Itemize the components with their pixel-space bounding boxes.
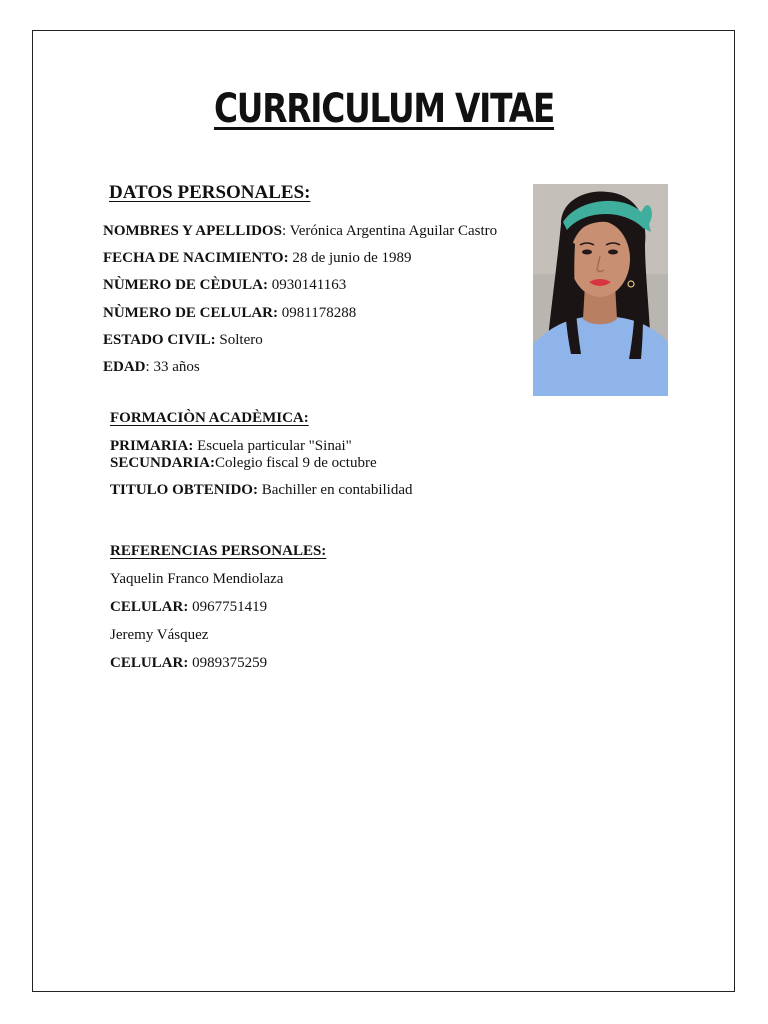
page-border xyxy=(32,30,735,992)
reference-1-phone-row xyxy=(110,599,267,616)
degree-value: Bachiller en contabilidad xyxy=(257,482,413,498)
reference-1-phone-value: 0967751419 xyxy=(188,599,268,615)
degree-label: TITULO OBTENIDO: xyxy=(110,482,258,498)
civil-status-value: Soltero xyxy=(215,332,263,348)
phone-number-row xyxy=(103,305,356,322)
primary-school-row xyxy=(110,438,352,455)
full-name-label: NOMBRES Y APELLIDOS xyxy=(103,223,282,239)
age-label: EDAD xyxy=(103,359,146,375)
civil-status-label: ESTADO CIVIL: xyxy=(103,332,216,348)
id-number-row xyxy=(103,277,346,294)
age-sep: : xyxy=(145,359,150,375)
reference-2-phone-label: CELULAR: xyxy=(110,655,189,671)
secondary-school-value: Colegio fiscal 9 de octubre xyxy=(215,455,377,471)
id-number-value: 0930141163 xyxy=(268,277,347,293)
reference-1-name: Yaquelin Franco Mendiolaza xyxy=(110,571,284,587)
phone-number-label: NÙMERO DE CELULAR: xyxy=(103,305,279,321)
age-value: 33 años xyxy=(149,359,200,375)
secondary-school-label: SECUNDARIA: xyxy=(110,455,216,471)
references-heading: REFERENCIAS PERSONALES: xyxy=(110,543,327,559)
phone-number-value: 0981178288 xyxy=(278,305,357,321)
secondary-school-row xyxy=(110,455,377,472)
reference-1-phone-label: CELULAR: xyxy=(110,599,189,615)
full-name-sep: : xyxy=(281,223,287,239)
profile-photo-illustration xyxy=(533,184,668,396)
primary-school-label: PRIMARIA: xyxy=(110,438,194,454)
id-number-label: NÙMERO DE CÈDULA: xyxy=(103,277,268,293)
birth-date-value: 28 de junio de 1989 xyxy=(288,250,412,266)
birth-date-row xyxy=(103,250,411,267)
birth-date-label: FECHA DE NACIMIENTO: xyxy=(103,250,289,266)
document-title: CURRICULUM VITAE xyxy=(213,86,555,132)
education-heading: FORMACIÒN ACADÈMICA: xyxy=(110,410,309,426)
full-name-row xyxy=(103,223,497,240)
profile-photo xyxy=(533,184,668,396)
personal-data-heading: DATOS PERSONALES: xyxy=(109,182,311,203)
full-name-value: Verónica Argentina Aguilar Castro xyxy=(286,223,498,239)
primary-school-value: Escuela particular "Sinai" xyxy=(193,438,352,454)
reference-2-phone-row xyxy=(110,655,267,672)
civil-status-row xyxy=(103,332,263,349)
age-row xyxy=(103,359,200,376)
reference-2-name: Jeremy Vásquez xyxy=(110,627,209,643)
degree-row xyxy=(110,482,412,499)
reference-2-phone-value: 0989375259 xyxy=(188,655,268,671)
